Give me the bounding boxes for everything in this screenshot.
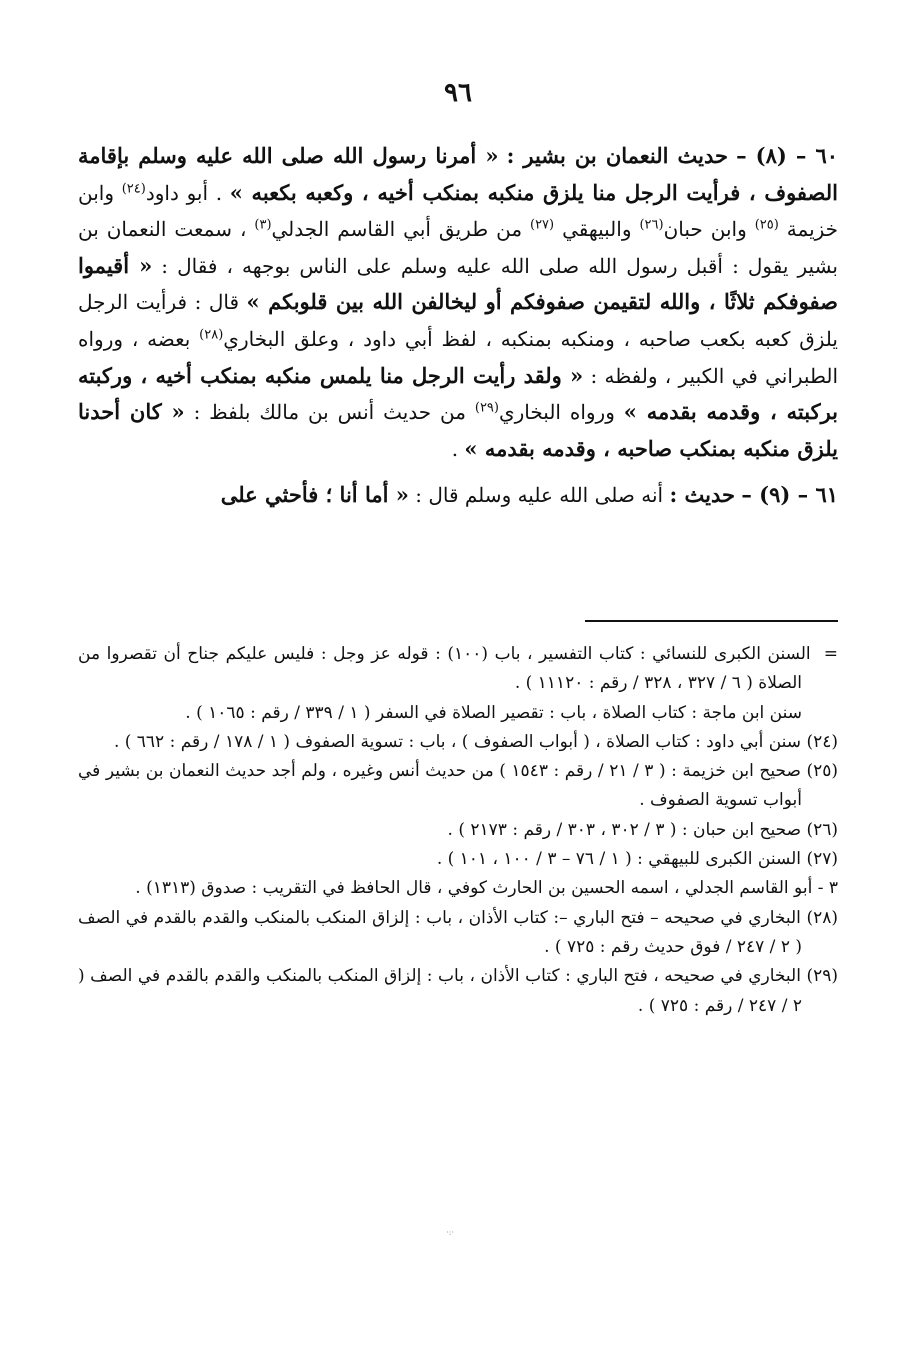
hadith-60-text: بعضه ، ورواه الطبراني في الكبير ، ولفظه : (78, 326, 838, 388)
hadith-61-number: ٦١ – (٩) – (741, 482, 838, 508)
page-number: ٩٦ (444, 78, 472, 108)
hadith-60-text: والبيهقي (562, 217, 632, 242)
hadith-60-title: حديث النعمان بن بشير : (506, 143, 729, 168)
footnote-ref-27: (٢٧) (530, 217, 555, 233)
footnote-continued-2: سنن ابن ماجة : كتاب الصلاة ، باب : تقصير الصلاة في السفر ( ١ / ٣٣٩ / رقم : ١٠٦٥ ) . (185, 702, 802, 723)
hadith-60-text: قال : فرأيت الرجل يلزق كعبه بكعب صاحبه ، ومنكبه بمنكبه ، لفظ أبي داود ، وعلق البخاري (78, 290, 838, 351)
footnote-ref-29: (٢٩) (474, 400, 499, 416)
footnote-24: (٢٤) سنن أبي داود : كتاب الصلاة ، ( أبواب الصفوف ) ، باب : تسوية الصفوف ( ١ / ١٧٨ / رقم : ٦٦٢ ) . (113, 731, 838, 752)
hadith-60-quote-1: « أمرنا رسول الله صلى الله عليه وسلم بإقامة الصفوف ، فرأيت الرجل منا يلزق منكبه بمنكب أخيه ، وكعبه بكعبه » (78, 143, 839, 205)
footnote-27: (٢٧) السنن الكبرى للبيهقي : ( ١ / ٧٦ – ٣ / ١٠٠ ، ١٠١ ) . (436, 849, 838, 870)
hadith-60-text: ، سمعت النعمان بن بشير يقول : (78, 217, 839, 278)
footnote-25: (٢٥) صحيح ابن خزيمة : ( ٣ / ٢١ / رقم : ١٥٤٣ ) من حديث أنس وغيره ، ولم أجد حديث النعمان بن بشير في أبواب تسوية الصفوف . (78, 761, 838, 811)
hadith-61-title: حديث : (669, 482, 735, 508)
footnotes (78, 640, 838, 1021)
footnote-divider (585, 620, 838, 622)
hadith-60-text: من حديث أنس بن مالك بلفظ : (193, 400, 466, 425)
footnote-continued: = السنن الكبرى للنسائي : كتاب التفسير ، باب (١٠٠) : قوله عز وجل : فليس عليكم جناح أن تقصروا من الصلاة ( ٦ / ٣٢٧ ، ٣٢٨ / رقم : ١١١٢٠ ) . (78, 644, 838, 694)
footnote-29: (٢٩) البخاري في صحيحه ، فتح الباري : كتاب الأذان ، باب : إلزاق المنكب بالمنكب والقدم بالقدم في الصف ( ٢ / ٢٤٧ / رقم : ٧٢٥ ) . (78, 966, 838, 1016)
hadith-60-quote-4: « كان أحدنا يلزق منكبه بمنكب صاحبه ، وقدمه بقدمه » (78, 399, 838, 461)
footnote-ref-26: (٢٦) (639, 217, 664, 233)
hadith-61-quote: « أما أنا ؛ فأحثي على (220, 482, 409, 508)
main-text (78, 138, 838, 514)
hadith-60-text: وابن حبان (663, 217, 747, 242)
footnote-26: (٢٦) صحيح ابن حبان : ( ٣ / ٣٠٢ ، ٣٠٣ / رقم : ٢١٧٣ ) . (447, 819, 838, 840)
footnote-3: ٣ - أبو القاسم الجدلي ، اسمه الحسين بن الحارث كوفي ، قال الحافظ في التقريب : صدوق (١٣١٣) . (135, 878, 838, 899)
hadith-60-quote-3: « ولقد رأيت الرجل منا يلمس منكبه بمنكب أخيه ، وركبته بركبته ، وقدمه بقدمه » (78, 362, 839, 425)
footnote-ref-3: (٣) (254, 217, 272, 233)
hadith-60-text: وابن خزيمة (78, 180, 839, 242)
hadith-61-text: أنه صلى الله عليه وسلم قال : (415, 483, 664, 508)
hadith-60-paragraph (78, 138, 838, 467)
footnote-ref-28: (٢٨) (199, 327, 224, 343)
hadith-61-paragraph (78, 477, 838, 514)
hadith-60-text: ورواه البخاري (498, 400, 615, 425)
scan-speck-decoration: ·:· (446, 1228, 454, 1237)
hadith-60-quote-2: « أقيموا صفوفكم ثلاثًا ، والله لتقيمن صفوفكم أو ليخالفن الله بين قلوبكم » (78, 252, 838, 315)
hadith-60-text: . أبو داود (145, 180, 223, 205)
hadith-60-text: أقبل رسول الله صلى الله عليه وسلم على الناس بوجهه ، فقال : (161, 253, 723, 278)
hadith-60-number: ٦٠ – (٨) – (736, 143, 839, 168)
footnote-28: (٢٨) البخاري في صحيحه – فتح الباري –: كتاب الأذان ، باب : إلزاق المنكب بالمنكب والقدم بالقدم في الصف ( ٢ / ٢٤٧ / فوق حديث رقم : ٧٢٥ ) . (78, 907, 838, 957)
footnote-ref-25: (٢٥) (754, 217, 779, 233)
hadith-60-text: من طريق أبي القاسم الجدلي (271, 217, 523, 242)
footnote-ref-24: (٢٤) (121, 180, 146, 196)
hadith-60-text: . (451, 436, 459, 461)
